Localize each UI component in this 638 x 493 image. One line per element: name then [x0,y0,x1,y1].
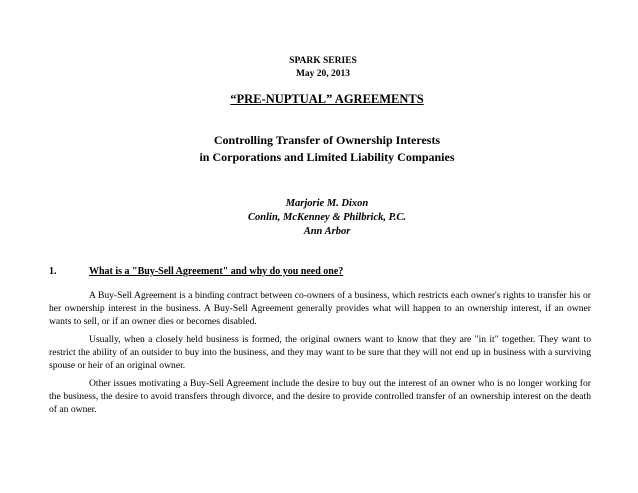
series-label: SPARK SERIES [289,56,357,66]
document-title [8,92,638,107]
document-title-text: “PRE-NUPTUAL” AGREEMENTS [230,92,424,106]
paragraph-1: A Buy-Sell Agreement is a binding contract between co-owners of a business, which restricts each owner's rights to transfer his or her ownership interest in the business. A Buy-Sell Agreement generally provides what will happen to an ownership interest, if an owner wants to sell, or if an owner dies or becomes disabled. [49,290,591,328]
section-question: What is a "Buy-Sell Agreement" and why do you need one? [89,266,344,277]
section-number: 1. [49,266,57,277]
paragraph-3: Other issues motivating a Buy-Sell Agreement include the desire to buy out the interest of an owner who is no longer working for the business, the desire to avoid transfers through divorce, and the desire to provide controlled transfer of an ownership interest on the death of an owner. [49,378,591,416]
author-firm: Conlin, McKenney & Philbrick, P.C. [248,212,406,223]
date-label: May 20, 2013 [295,69,351,79]
author-city: Ann Arbor [303,226,351,237]
author-name: Marjorie M. Dixon [285,198,369,209]
section-heading [49,266,343,277]
subtitle-line-1: Controlling Transfer of Ownership Interests [213,133,441,147]
subtitle-line-2: in Corporations and Limited Liability Companies [199,150,455,164]
paragraph-2: Usually, when a closely held business is formed, the original owners want to know that they are "in it" together. They want to restrict the ability of an outsider to buy into the business, and they may want to be sure that they will not end up in business with a surviving spouse or heir of an original owner. [49,334,591,372]
